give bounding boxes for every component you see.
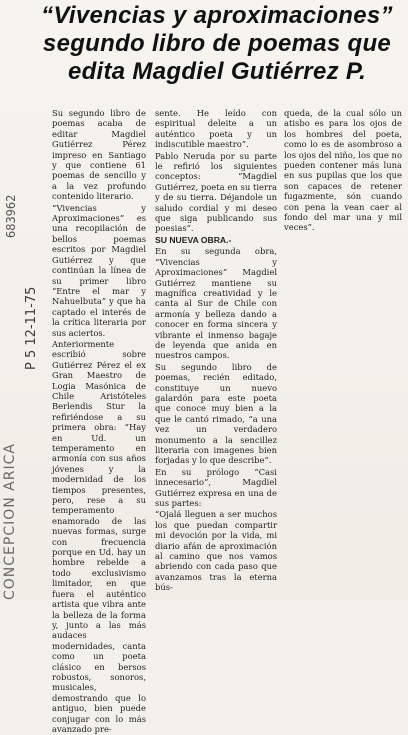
- headline-line-3: edita Magdiel Gutiérrez P.: [67, 58, 367, 85]
- paragraph: sente. He leído con espiritual deleite a un auténtico poeta y un indiscutible maestro”.: [155, 108, 277, 150]
- paragraph: En su prólogo “Casi innecesario”, Magdiel Gutiérrez expresa en una de sus partes:: [155, 466, 277, 509]
- paragraph: En su segunda obra, “Vivencias y Aproximaciones” Magdiel Gutiérrez mantiene su magnífica creatividad y le canta al Sur de Chile con armonía y belleza dando a conocer en forma sincera y vibrante el inmenso bagaje de leyenda que anida en nuestros campos.: [155, 246, 277, 361]
- handwritten-date: P 5 12-11-75: [24, 286, 39, 370]
- article-column-2: [155, 108, 277, 594]
- archive-stamp-number: 683962: [4, 194, 18, 238]
- article-column-3: [284, 108, 402, 234]
- paragraph: Pablo Neruda por su parte le refirió los siguientes conceptos: “Magdiel Gutiérrez, poeta en su tierra y de su tierra. Déjandole un saludo cordial y mi deseo que siga publicando sus poesias”.: [155, 150, 277, 234]
- headline-line-1: “Vivencias y aproximaciones”: [41, 2, 393, 29]
- paragraph: “Vivencias y Aproximaciones” es una recopilación de bellos poemas escritos por Magdiel Gutiérrez y que continúan la línea de su primer libro “Entre el mar y Nahuelbuta” y que ha captado el interés de la crítica literaria por sus aciertos.: [52, 202, 146, 338]
- paragraph: queda, de la cual sólo un atisbo es para los ojos de los hombres del poeta, como lo es de asombroso a los ojos del niño, los que no pueden contener más luna en sus pupilas que los que son capaces de retener fugazmente, són cuando con pena la vean caer al fondo del mar una y mil veces”.: [284, 108, 402, 233]
- paragraph: “Ojalá lleguen a ser muchos los que puedan compartir mi devoción por la vida, mi diario afán de aproximación al camino que nos vamos abriendo con cada paso que avanzamos tras la eterna bús-: [155, 509, 277, 593]
- headline-line-2: segundo libro de poemas que: [42, 30, 392, 57]
- paragraph: Su segundo libro de poemas acaba de editar Magdiel Gutiérrez Pérez impreso en Santiago y que contiene 61 poemas de sencillo y a la vez profundo contenido literario.: [52, 108, 146, 202]
- headline: [30, 2, 404, 86]
- paragraph: Su segundo libro de poemas, recién editado, constituye un nuevo galardón para este poeta que conoce muy bien a la que le cantó rimado, “a una vez un verdadero monumento a la sencillez literaria con imagenes bien forjadas y lo que describe”.: [155, 361, 277, 466]
- handwritten-source: CONCEPCION ARICA: [2, 443, 18, 600]
- paragraph: Anteriormente escribió sobre Gutiérrez Pérez el ex Gran Maestro de Logia Masónica de Chile Aristóteles Berlendis Stur la refiriéndose a su primera obra: “Hay en Ud. un temperamento en armonía con sus años jóvenes y la modernidad de los tiempos presentes, pero, rese a su temperamento enamorado de las nuevas formas, surge con frecuencia porque en Ud. hay un hombre rebelde a todo exclusivismo limitador, en que fuera el auténtico artista que vibra ante la belleza de la forma y, junto a las más audaces modernidades, canta como un poeta clásico en bersos robustos, sonoros, musicales, demostrando que lo antiguo, bien puede conjugar con lo más avanzado pre-: [52, 338, 146, 734]
- section-subheading: SU NUEVA OBRA.-: [155, 234, 232, 245]
- article-column-1: [52, 108, 146, 735]
